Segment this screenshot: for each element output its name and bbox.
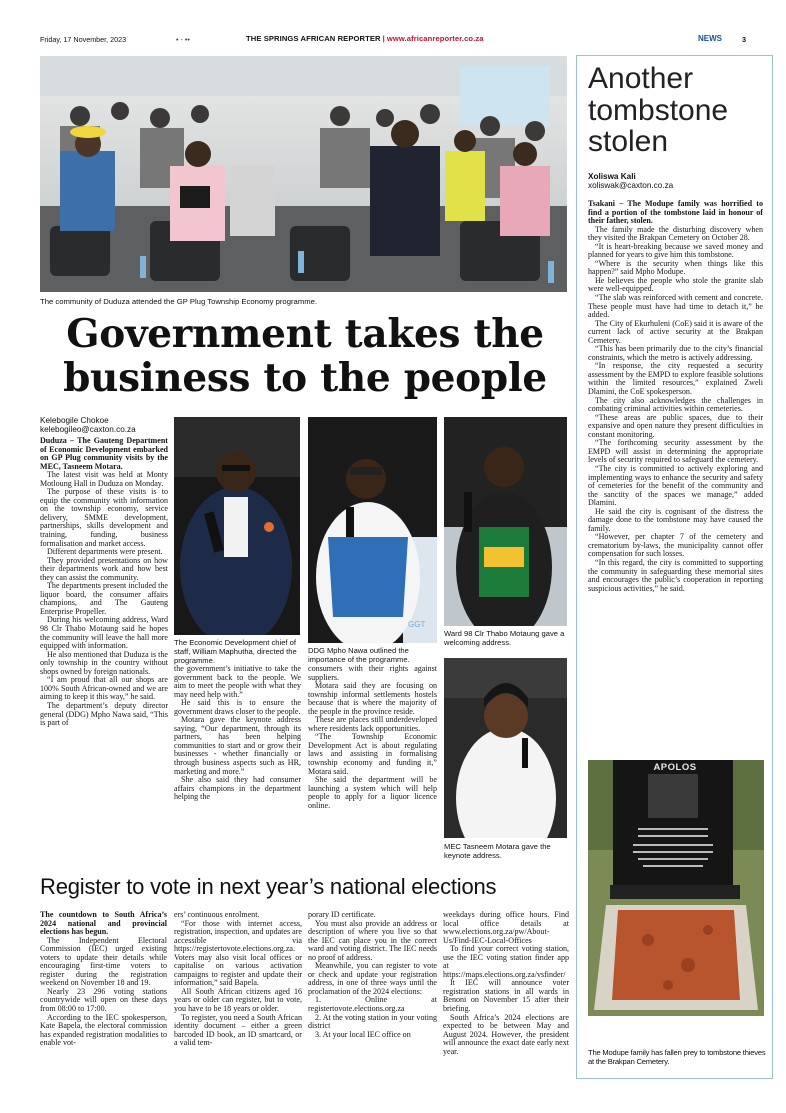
lead-headline [40, 312, 570, 400]
paragraph: the government’s initiative to take the government back to the people. We aim to meet the people with what they may need help with.” [174, 665, 301, 699]
paragraph: South Africa’s 2024 elections are expected to be between May and August 2024. However, the president will announce the exact date early next year. [443, 1012, 569, 1056]
svg-text:GGT: GGT [408, 620, 426, 629]
tombstone-photo [588, 760, 764, 1016]
motaung-photo [444, 417, 567, 626]
paragraph: She also said they had consumer affairs champions in the department helping the [174, 775, 301, 802]
publication-url[interactable]: www.africanreporter.co.za [386, 34, 484, 43]
paragraph: weekdays during office hours. Find local office details at www.elections.org.za/pw/About-Us/Find-IEC-Local-Offices [443, 911, 569, 945]
sidebar-byline-email[interactable]: xoliswak@caxton.co.za [588, 181, 674, 190]
tombstone-caption: The Modupe family has fallen prey to tombstone thieves at the Brakpan Cemetery. [588, 1048, 766, 1067]
lead-byline-email[interactable]: kelebogileo@caxton.co.za [40, 425, 136, 434]
paragraph: The department’s deputy director general (DDG) Mpho Nawa said, “This is part of [40, 700, 168, 728]
paragraph: They provided presentations on how their departments work and how best they can assist the community. [40, 555, 168, 582]
paragraph: “However, per chapter 7 of the cemetery and crematorium by-laws, the municipality cannot offer compensation for such losses. [588, 532, 763, 559]
community-crowd-photo [40, 56, 567, 292]
publication-name: THE SPRINGS AFRICAN REPORTER [246, 34, 381, 43]
lead-byline-name: Kelebogile Chokoe [40, 416, 109, 425]
paragraph: To find your correct voting station, use the IEC voting station finder app at https://maps.elections.org.za/vsfinder/ [443, 944, 569, 979]
lead-paragraph: Duduza – The Gauteng Department of Economic Development embarked on GP Plug community visits by the MEC, Tasneem Motara. [40, 437, 168, 471]
paragraph: porary ID certificate. [308, 911, 376, 919]
paragraph: “Where is the security when things like this happen?” said Mpho Modupe. [588, 258, 763, 277]
paragraph: Motara said they are focusing on township informal settlements hostels because that is where the majority of the people in the province reside. [308, 681, 437, 716]
paragraph: The city also acknowledges the challenges in combating criminal activities within cemeteries. [588, 395, 763, 414]
headline-line-1: Government takes the [66, 311, 544, 357]
vote-column-4 [443, 911, 569, 1079]
lead-column-2 [174, 665, 301, 866]
paragraph: All South African citizens aged 16 years or older can register, but to vote, you have to be 18 years or older. [174, 986, 302, 1014]
sidebar-body [588, 200, 763, 752]
paragraph: 1. Online at registertovote.elections.org.za [308, 995, 437, 1014]
paragraph: He said this is to ensure the government draws closer to the people. [174, 698, 301, 716]
paragraph: He believes the people who stole the granite slab were well-equipped. [588, 275, 763, 294]
paragraph: “The city is committed to actively exploring and implementing ways to enhance the security and safety of cemeteries for the benefit of the community and the sanctity of the spaces we manage,” added Dlamini. [588, 463, 763, 508]
lead-column-1 [40, 437, 168, 865]
vote-lead: The countdown to South Africa’s 2024 national and provincial elections has begun. [40, 911, 167, 937]
paragraph: “These areas are public spaces, due to their expansive and open nature they present difficulties in constant monitoring. [588, 412, 763, 439]
paragraph: 3. At your local IEC office on [315, 1029, 411, 1039]
paragraph: Different departments were present. [47, 547, 163, 557]
nawa-photo [308, 417, 437, 643]
paragraph: 2. At the voting station in your voting district [308, 1012, 437, 1031]
paragraph: The Independent Electoral Commission (IEC) urged existing voters to update their details while encouraging first-time voters to register during the registration weekend on November 18 and 19. [40, 935, 167, 988]
vote-column-2 [174, 911, 302, 1079]
tombstone-inscription: APOLOS [653, 762, 697, 773]
paragraph: “For those with internet access, registration, inspection, and updates are accessible via https://registertovote.elections.org.za. Voters may also visit local offices or capitalise on various activation campaigns to register and update their information,” said Bapela. [174, 918, 302, 988]
motaung-caption: Ward 98 Clr Thabo Motaung gave a welcoming address. [444, 629, 565, 648]
paragraph: To register, you need a South African identity document – either a green barcoded ID book, an ID smartcard, or a valid tem- [174, 1012, 302, 1048]
masthead [246, 34, 484, 43]
maphutha-caption: The Economic Development chief of staff, William Maphutha, directed the programme. [174, 638, 297, 666]
sidebar-title: Another tombstone stolen [588, 62, 729, 158]
motara-caption: MEC Tasneem Motara gave the keynote address. [444, 842, 551, 861]
lead-column-3 [308, 665, 437, 866]
paragraph: The purpose of these visits is to equip the community with information on the township economy, service delivery, SMME development, partnerships, skills development and training, funding, business formalisation and market access. [40, 487, 168, 548]
paragraph: “This has been primarily due to the city’s financial constraints, which the metro is actively addressing. [588, 344, 763, 362]
paragraph: The departments present included the liquor board, the consumer affairs champions, and The Gauteng Enterprise Propeller. [40, 581, 168, 616]
vote-column-1 [40, 911, 167, 1079]
paragraph: According to the IEC spokesperson, Kate Bapela, the electoral commission has expanded registration modalities to enable vot- [40, 1012, 167, 1048]
header-dots: • - •• [176, 35, 190, 44]
sidebar-lead: Tsakani – The Modupe family was horrified to find a portion of the tombstone laid in honour of their father, stolen. [588, 200, 763, 226]
paragraph: The family made the disturbing discovery when they visited the Brakpan Cemetery on October 28. [588, 224, 763, 243]
paragraph: She said the department will be launching a system which will help people to apply for a liquor licence online. [308, 775, 437, 810]
paragraph: “In this regard, the city is committed to supporting the community in safeguarding these memorial sites and encourages the public’s cooperation in reporting suspicious activities,” he said. [588, 557, 763, 593]
page-number: 3 [742, 35, 746, 44]
vote-column-3 [308, 911, 437, 1079]
main-photo-caption: The community of Duduza attended the GP Plug Township Economy programme. [40, 297, 318, 306]
paragraph: The City of Ekurhuleni (CoE) said it is aware of the current lack of active security at the Brakpan Cemetery. [588, 318, 763, 345]
paragraph: It IEC will announce voter registration stations in all wards in Benoni on November 15 after their briefing. [443, 978, 569, 1014]
paragraph: You must also provide an address or description of where you live so that the IEC can place you in the correct ward and voting district. The IEC needs no proof of address. [308, 918, 437, 962]
paragraph: These are places still underdeveloped where residents lack opportunities. [308, 715, 437, 733]
maphutha-photo [174, 417, 300, 635]
paragraph: “It is heart-breaking because we saved money and planned for years to give him this tombstone. [588, 241, 763, 260]
nawa-caption: DDG Mpho Nawa outlined the importance of the programme. [308, 646, 410, 665]
paragraph: He also mentioned that Duduza is the only township in the country without shops owned by foreign nationals. [40, 649, 168, 676]
paragraph: The latest visit was held at Monty Motloung Hall in Duduza on Monday. [40, 470, 168, 488]
paragraph: “In response, the city requested a security assessment by the EMPD to explore feasible solutions within the limited resources,” explained Zweli Dlamini, the CoE spokesperson. [588, 361, 763, 397]
headline-line-2: business to the people [63, 355, 547, 401]
vote-headline: Register to vote in next year’s national elections [40, 874, 497, 899]
paragraph: “The Township Economic Development Act is about regulating laws and assisting in formalising township economy and funding it,” Motara said. [308, 732, 437, 776]
header-separator: | [382, 34, 385, 43]
paragraph: “The forthcoming security assessment by the EMPD will assist in determining the appropriate levels of security required to safeguard the cemetery. [588, 438, 763, 465]
paragraph: Motara gave the keynote address saying, “Our department, through its partners, has been helping communities to start and or grow their businesses - whether financially or through business aspects such as HR, marketing and more.” [174, 715, 301, 776]
motara-photo [444, 658, 567, 838]
sidebar-byline-name: Xoliswa Kali [588, 172, 636, 181]
paragraph: ers’ continuous enrolment. [174, 911, 260, 919]
issue-date: Friday, 17 November, 2023 [40, 35, 127, 44]
paragraph: consumers with their rights against suppliers. [308, 665, 437, 682]
paragraph: Nearly 23 296 voting stations countrywide will open on these days from 08:00 to 17:00. [40, 986, 167, 1014]
paragraph: Meanwhile, you can register to vote or check and update your registration address, in one of three ways until the proclamation of the 2024 elections: [308, 961, 437, 996]
paragraph: “I am proud that all our shops are 100% South African-owned and we are aiming to keep it this way,” he said. [40, 675, 168, 702]
paragraph: During his welcoming address, Ward 98 Clr Thabo Motaung said he hopes the community will leave the hall more equipped with information. [40, 615, 168, 651]
section-label: NEWS [698, 34, 722, 43]
paragraph: “The slab was reinforced with cement and concrete. These people must have had time to detach it,” he added. [588, 293, 763, 320]
paragraph: He said the city is cognisant of the distress the damage done to the tombstone may have caused the family. [588, 506, 763, 533]
